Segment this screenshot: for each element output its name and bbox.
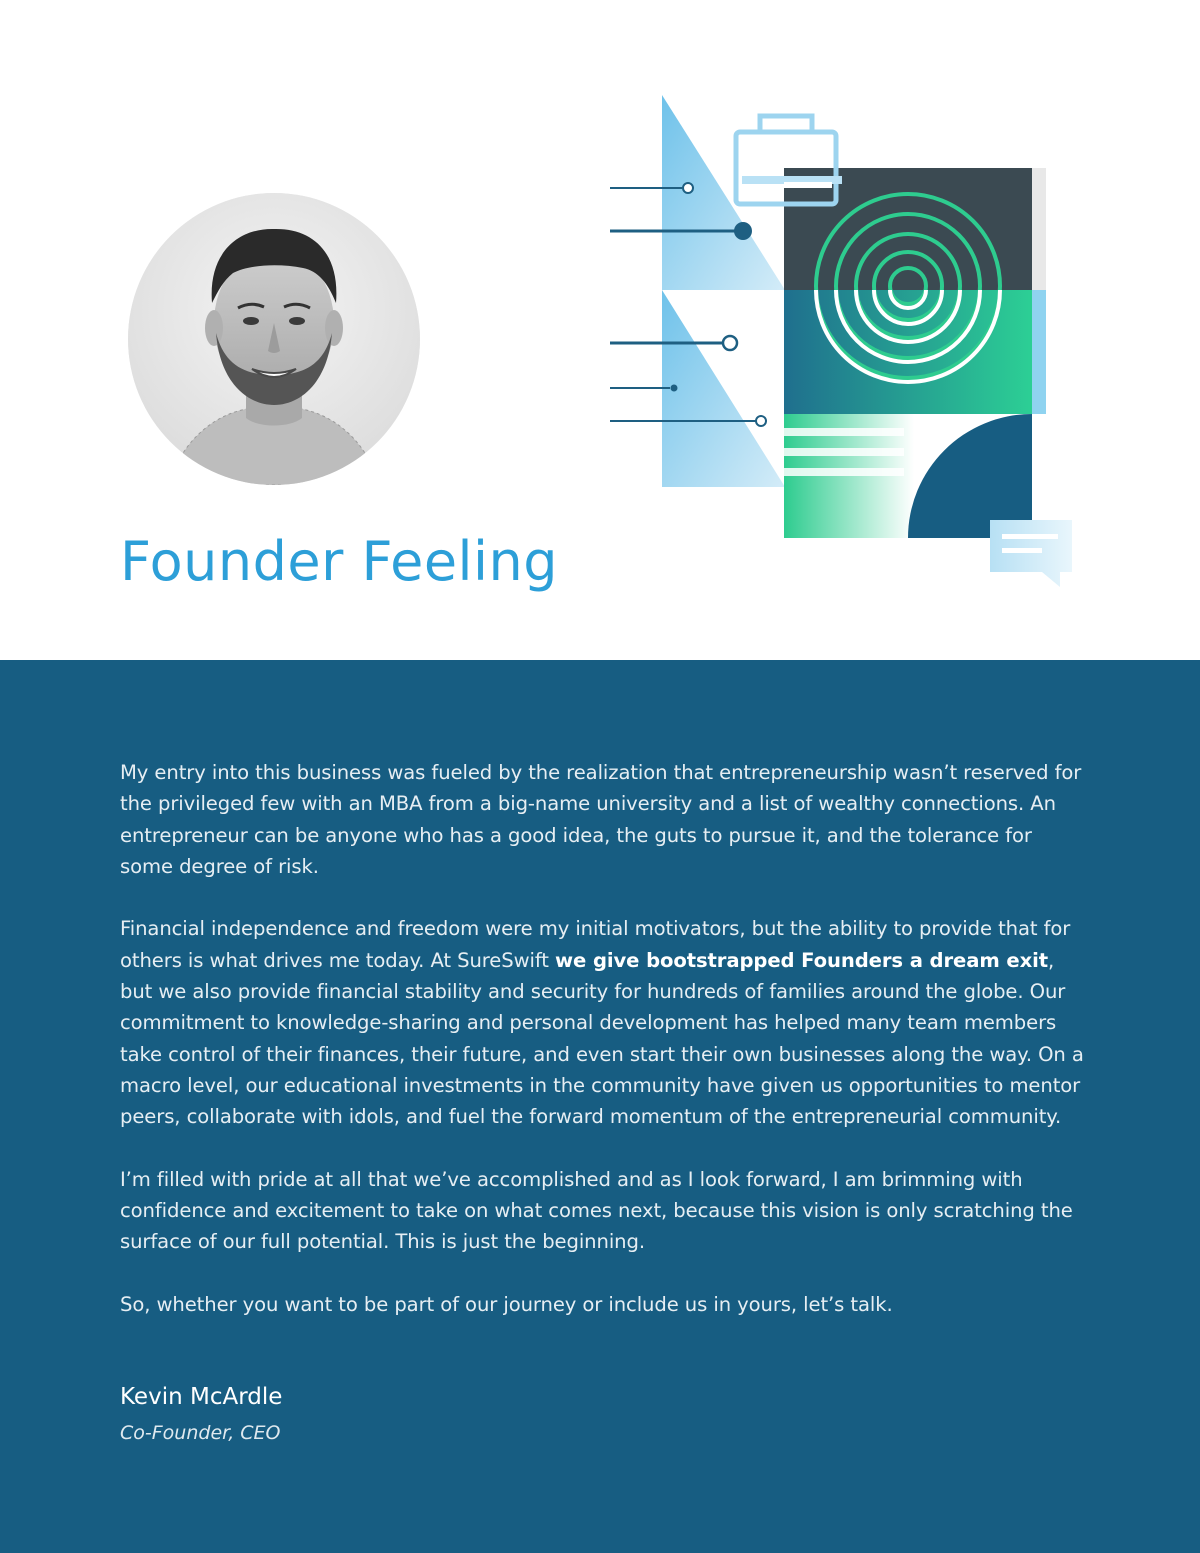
paragraph-2-text-end: , but we also provide financial stability and security for hundreds of families around the globe. Our commitment to knowledge-sharing and personal development has helped many team members take control of their finances, their future, and even start their own businesses along the way. On a macro level, our educational investments in the community have given us opportunities to mentor peers, collaborate with idols, and fuel the forward momentum of the entrepreneurial community. [120, 948, 1084, 1129]
header-section [0, 0, 1200, 660]
letter-panel [0, 660, 1200, 1553]
paragraph-2-text: Financial independence and freedom were my initial motivators, but the ability to provide that for others is what drives me today. At SureSwift [120, 917, 1071, 972]
chat-bubble-icon [990, 520, 1072, 587]
paragraph-2 [120, 913, 1090, 1132]
letter-body [120, 757, 1090, 1352]
page-title: Founder Feeling [120, 530, 559, 593]
paragraph-4: So, whether you want to be part of our journey or include us in yours, let’s talk. [120, 1293, 893, 1317]
founder-portrait [128, 193, 420, 485]
header-illustration [600, 90, 1090, 600]
signature-role: Co-Founder, CEO [120, 1422, 281, 1444]
highlight-text: we give bootstrapped Founders a dream exit [555, 948, 1048, 972]
paragraph-3: I’m filled with pride at all that we’ve accomplished and as I look forward, I am brimming with confidence and excitement to take on what comes next, because this vision is only scratching the surface of our full potential. This is just the beginning. [120, 1167, 1073, 1254]
signature-name: Kevin McArdle [120, 1384, 283, 1410]
paragraph-1: My entry into this business was fueled by the realization that entrepreneurship wasn’t reserved for the privileged few with an MBA from a big-name university and a list of wealthy connections. An entrepreneur can be anyone who has a good idea, the guts to pursue it, and the tolerance for some degree of risk. [120, 761, 1082, 878]
